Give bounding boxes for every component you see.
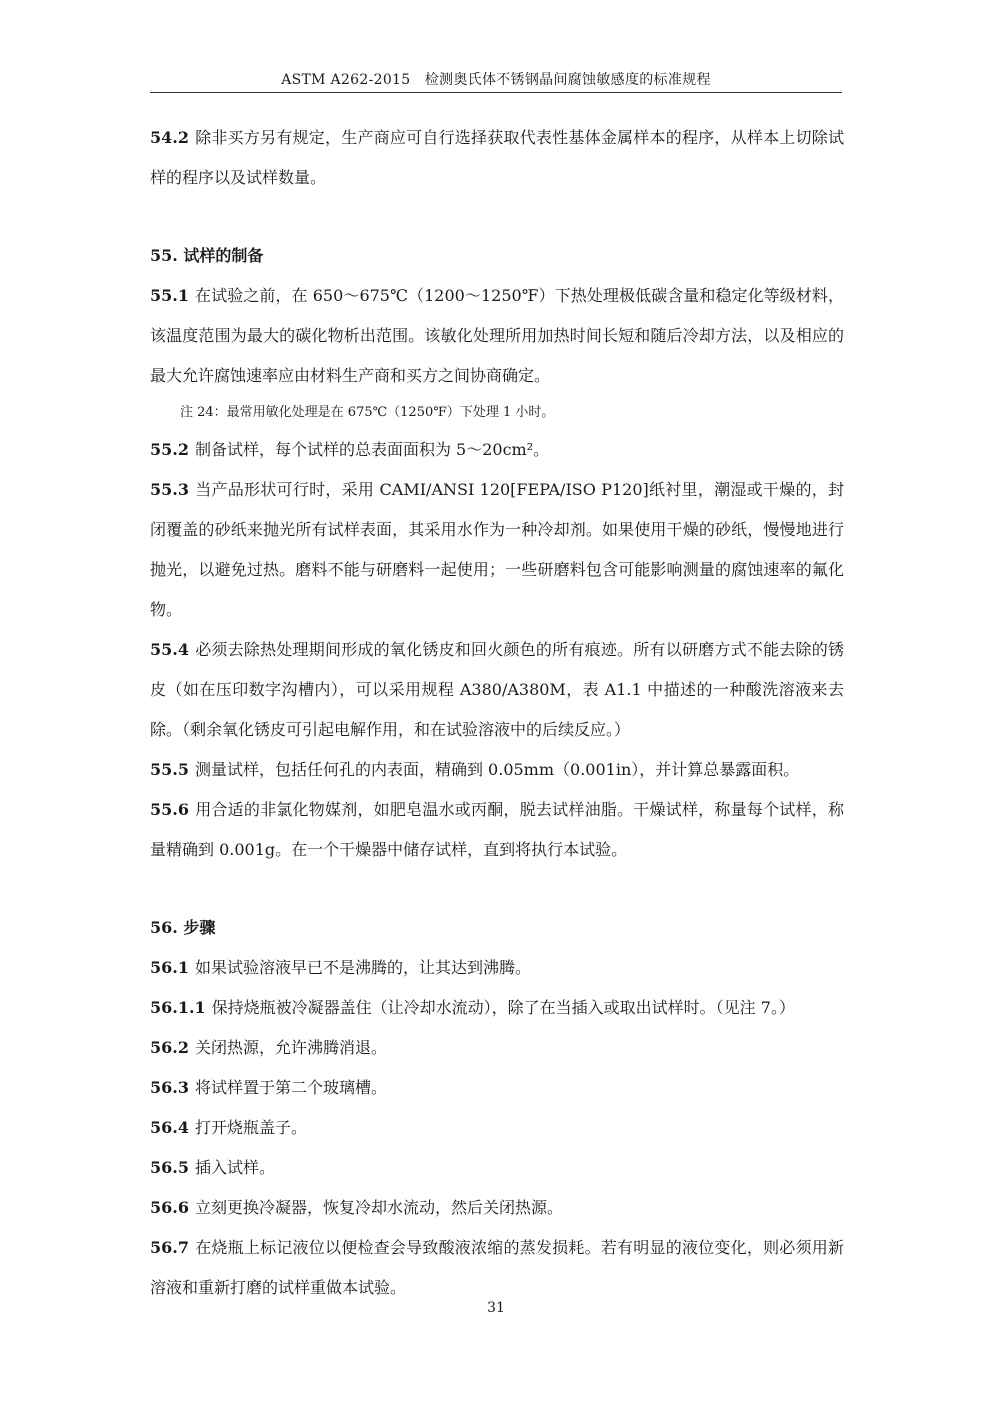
clause-text: 用合适的非氯化物媒剂，如肥皂温水或丙酮，脱去试样油脂。干燥试样，称量每个试样，称量精确到 0.001g。在一个干燥器中储存试样，直到将执行本试验。 bbox=[150, 800, 844, 859]
clause-number: 56.5 bbox=[150, 1158, 189, 1177]
paragraph-56-7 bbox=[150, 1228, 844, 1308]
clause-text: 除非买方另有规定，生产商应可自行选择获取代表性基体金属样本的程序，从样本上切除试样的程序以及试样数量。 bbox=[150, 128, 844, 187]
page-number: 31 bbox=[487, 1300, 505, 1316]
clause-text: 在试验之前，在 650～675℃（1200～1250℉）下热处理极低碳含量和稳定化等级材料，该温度范围为最大的碳化物析出范围。该敏化处理所用加热时间长短和随后冷却方法，以及相应的最大允许腐蚀速率应由材料生产商和买方之间协商确定。 bbox=[150, 286, 844, 385]
clause-text: 将试样置于第二个玻璃槽。 bbox=[194, 1078, 387, 1097]
clause-number: 56.1 bbox=[150, 958, 189, 977]
clause-number: 55.1 bbox=[150, 286, 189, 305]
clause-number: 55.3 bbox=[150, 480, 189, 499]
clause-text: 测量试样，包括任何孔的内表面，精确到 0.05mm（0.001in），并计算总暴露面积。 bbox=[194, 760, 800, 779]
paragraph-56-6 bbox=[150, 1188, 844, 1228]
clause-number: 56.3 bbox=[150, 1078, 189, 1097]
paragraph-55-1 bbox=[150, 276, 844, 396]
paragraph-56-1 bbox=[150, 948, 844, 988]
paragraph-55-4 bbox=[150, 630, 844, 750]
clause-text: 制备试样，每个试样的总表面面积为 5～20cm²。 bbox=[194, 440, 550, 459]
clause-text: 关闭热源，允许沸腾消退。 bbox=[194, 1038, 387, 1057]
clause-text: 立刻更换冷凝器，恢复冷却水流动，然后关闭热源。 bbox=[194, 1198, 563, 1217]
clause-text: 保持烧瓶被冷凝器盖住（让冷却水流动），除了在当插入或取出试样时。（见注 7。） bbox=[211, 998, 795, 1017]
clause-number: 55.4 bbox=[150, 640, 189, 659]
clause-number: 56.6 bbox=[150, 1198, 189, 1217]
paragraph-55-3 bbox=[150, 470, 844, 630]
clause-number: 54.2 bbox=[150, 128, 189, 147]
running-header: ASTM A262-2015 检测奥氏体不锈钢晶间腐蚀敏感度的标准规程 bbox=[281, 72, 711, 88]
clause-number: 56.2 bbox=[150, 1038, 189, 1057]
clause-number: 55.5 bbox=[150, 760, 189, 779]
paragraph-56-4 bbox=[150, 1108, 844, 1148]
clause-text: 当产品形状可行时，采用 CAMI/ANSI 120[FEPA/ISO P120]纸衬里，潮湿或干燥的，封闭覆盖的砂纸来抛光所有试样表面，其采用水作为一种冷却剂。如果使用干燥的砂纸，慢慢地进行抛光，以避免过热。磨料不能与研磨料一起使用；一些研磨料包含可能影响测量的腐蚀速率的氟化物。 bbox=[150, 480, 844, 619]
clause-number: 55.2 bbox=[150, 440, 189, 459]
clause-text: 打开烧瓶盖子。 bbox=[194, 1118, 307, 1137]
paragraph-56-1-1 bbox=[150, 988, 844, 1028]
clause-text: 如果试验溶液早已不是沸腾的，让其达到沸腾。 bbox=[194, 958, 531, 977]
paragraph-56-5 bbox=[150, 1148, 844, 1188]
clause-number: 56.7 bbox=[150, 1238, 189, 1257]
clause-number: 56.1.1 bbox=[150, 998, 206, 1017]
section-heading-55: 55. 试样的制备 bbox=[150, 246, 264, 265]
page-body bbox=[150, 118, 844, 1308]
clause-number: 56.4 bbox=[150, 1118, 189, 1137]
clause-text: 必须去除热处理期间形成的氧化锈皮和回火颜色的所有痕迹。所有以研磨方式不能去除的锈皮（如在压印数字沟槽内），可以采用规程 A380/A380M，表 A1.1 中描述的一种酸洗溶液来去除。（剩余氧化锈皮可引起电解作用，和在试验溶液中的后续反应。） bbox=[150, 640, 844, 739]
clause-text: 插入试样。 bbox=[194, 1158, 275, 1177]
header-divider bbox=[150, 92, 842, 93]
clause-text: 在烧瓶上标记液位以便检查会导致酸液浓缩的蒸发损耗。若有明显的液位变化，则必须用新溶液和重新打磨的试样重做本试验。 bbox=[150, 1238, 844, 1297]
paragraph-55-2 bbox=[150, 430, 844, 470]
paragraph-54-2 bbox=[150, 118, 844, 198]
paragraph-55-5 bbox=[150, 750, 844, 790]
paragraph-56-3 bbox=[150, 1068, 844, 1108]
section-heading-56: 56. 步骤 bbox=[150, 918, 216, 937]
paragraph-55-6 bbox=[150, 790, 844, 870]
paragraph-56-2 bbox=[150, 1028, 844, 1068]
clause-number: 55.6 bbox=[150, 800, 189, 819]
note-24: 注 24：最常用敏化处理是在 675℃（1250℉）下处理 1 小时。 bbox=[180, 405, 555, 420]
